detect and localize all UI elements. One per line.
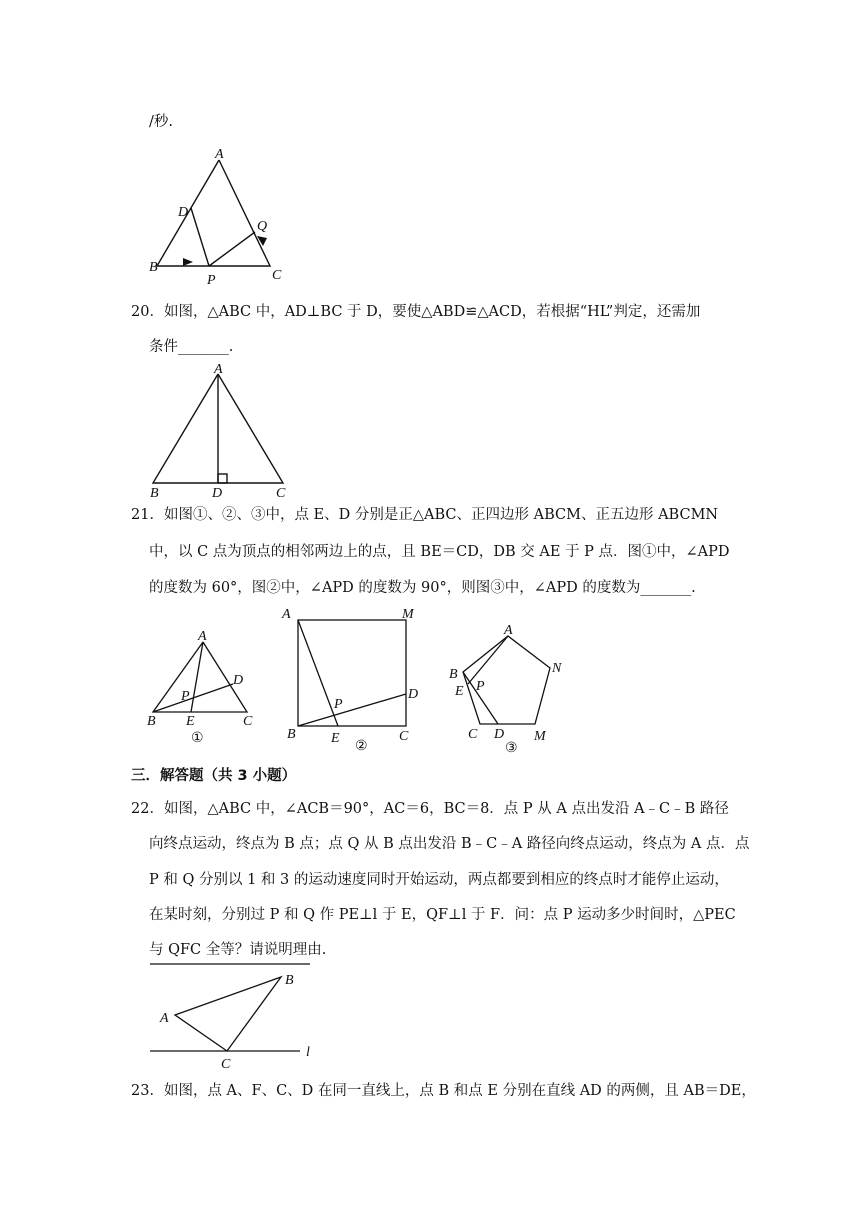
q21-f3-label-B: B	[449, 667, 458, 682]
q21-figure-2	[280, 604, 425, 752]
q21-f1-label-E: E	[186, 714, 195, 729]
q21-f1-label-A: A	[198, 629, 207, 644]
q21-f2-label-A: A	[282, 607, 291, 622]
q21-f1-label-C: C	[243, 714, 253, 729]
q21-f1-label-D: D	[233, 673, 244, 688]
q22-label-B: B	[285, 973, 294, 988]
q21-f2-label-D: D	[408, 687, 419, 702]
q21-f2-label-B: B	[287, 727, 296, 742]
q21-figure-3	[442, 620, 567, 754]
q20-text-line2: 条件_______.	[149, 339, 234, 355]
q21-text-line3: 的度数为 60°，图②中，∠APD 的度数为 90°，则图③中，∠APD 的度数为_______.	[149, 580, 696, 596]
q20-figure	[145, 360, 295, 500]
q20-label-B: B	[150, 486, 159, 500]
q19-label-C: C	[272, 268, 282, 283]
q21-f1-label-P: P	[181, 689, 190, 704]
q19-text-tail: /秒.	[149, 114, 173, 130]
q21-f3-label-P: P	[476, 679, 485, 694]
q21-f3-label-D: D	[494, 727, 505, 742]
q21-f1-circle-1: ①	[191, 731, 204, 746]
q22-text-line3: P 和 Q 分别以 1 和 3 的运动速度同时开始运动，两点都要到相应的终点时才能停止运动，	[149, 872, 729, 888]
q21-f3-label-E: E	[455, 684, 464, 699]
q23-text-line1: 23．如图，点 A、F、C、D 在同一直线上，点 B 和点 E 分别在直线 AD 的两侧，且 AB＝DE，	[131, 1083, 756, 1099]
q21-f2-label-M: M	[402, 607, 414, 622]
q20-label-D: D	[212, 486, 223, 500]
q21-text-line1: 21．如图①、②、③中，点 E、D 分别是正△ABC、正四边形 ABCM、正五边形 ABCMN	[131, 507, 719, 523]
q21-f2-circle-2: ②	[355, 739, 368, 752]
q22-label-l: l	[306, 1045, 310, 1060]
q20-label-A: A	[214, 362, 223, 377]
q22-text-line4: 在某时刻，分别过 P 和 Q 作 PE⊥l 于 E，QF⊥l 于 F．问：点 P 运动多少时间时，△PEC	[149, 907, 736, 923]
q19-label-Q: Q	[257, 219, 268, 234]
q21-f1-label-B: B	[147, 714, 156, 729]
q22-text-line1: 22．如图，△ABC 中，∠ACB＝90°，AC＝6，BC＝8．点 P 从 A 点出发沿 A﹣C﹣B 路径	[131, 801, 729, 817]
q21-f2-label-C: C	[399, 729, 409, 744]
q21-f3-circle-3: ③	[505, 741, 518, 754]
q21-figure-1	[145, 622, 265, 746]
arrow-right-icon	[183, 258, 193, 266]
section-heading: 三．解答题（共 3 小题）	[131, 768, 297, 784]
q22-label-C: C	[221, 1057, 231, 1072]
q22-text-line5: 与 QFC 全等？请说明理由.	[149, 942, 327, 958]
q19-label-P: P	[207, 273, 216, 288]
q22-text-line2: 向终点运动，终点为 B 点；点 Q 从 B 点出发沿 B﹣C﹣A 路径向终点运动，终点为 A 点．点	[149, 836, 750, 852]
q21-f3-label-A: A	[504, 623, 513, 638]
q21-f3-label-C: C	[468, 727, 478, 742]
q19-figure	[145, 146, 285, 288]
q21-f2-label-E: E	[331, 731, 340, 746]
q19-label-A: A	[215, 147, 224, 162]
q20-label-C: C	[276, 486, 286, 500]
q21-text-line2: 中，以 C 点为顶点的相邻两边上的点，且 BE＝CD，DB 交 AE 于 P 点．图①中，∠APD	[149, 544, 730, 560]
q21-f3-label-N: N	[552, 661, 562, 676]
q22-figure	[145, 960, 325, 1072]
q21-f2-label-P: P	[334, 697, 343, 712]
q20-text-line1: 20．如图，△ABC 中，AD⊥BC 于 D，要使△ABD≌△ACD，若根据“HL”判定，还需加	[131, 304, 701, 320]
q19-label-D: D	[178, 205, 189, 220]
q21-f3-label-M: M	[534, 729, 546, 744]
q22-label-A: A	[160, 1011, 169, 1026]
q19-label-B: B	[149, 260, 158, 275]
